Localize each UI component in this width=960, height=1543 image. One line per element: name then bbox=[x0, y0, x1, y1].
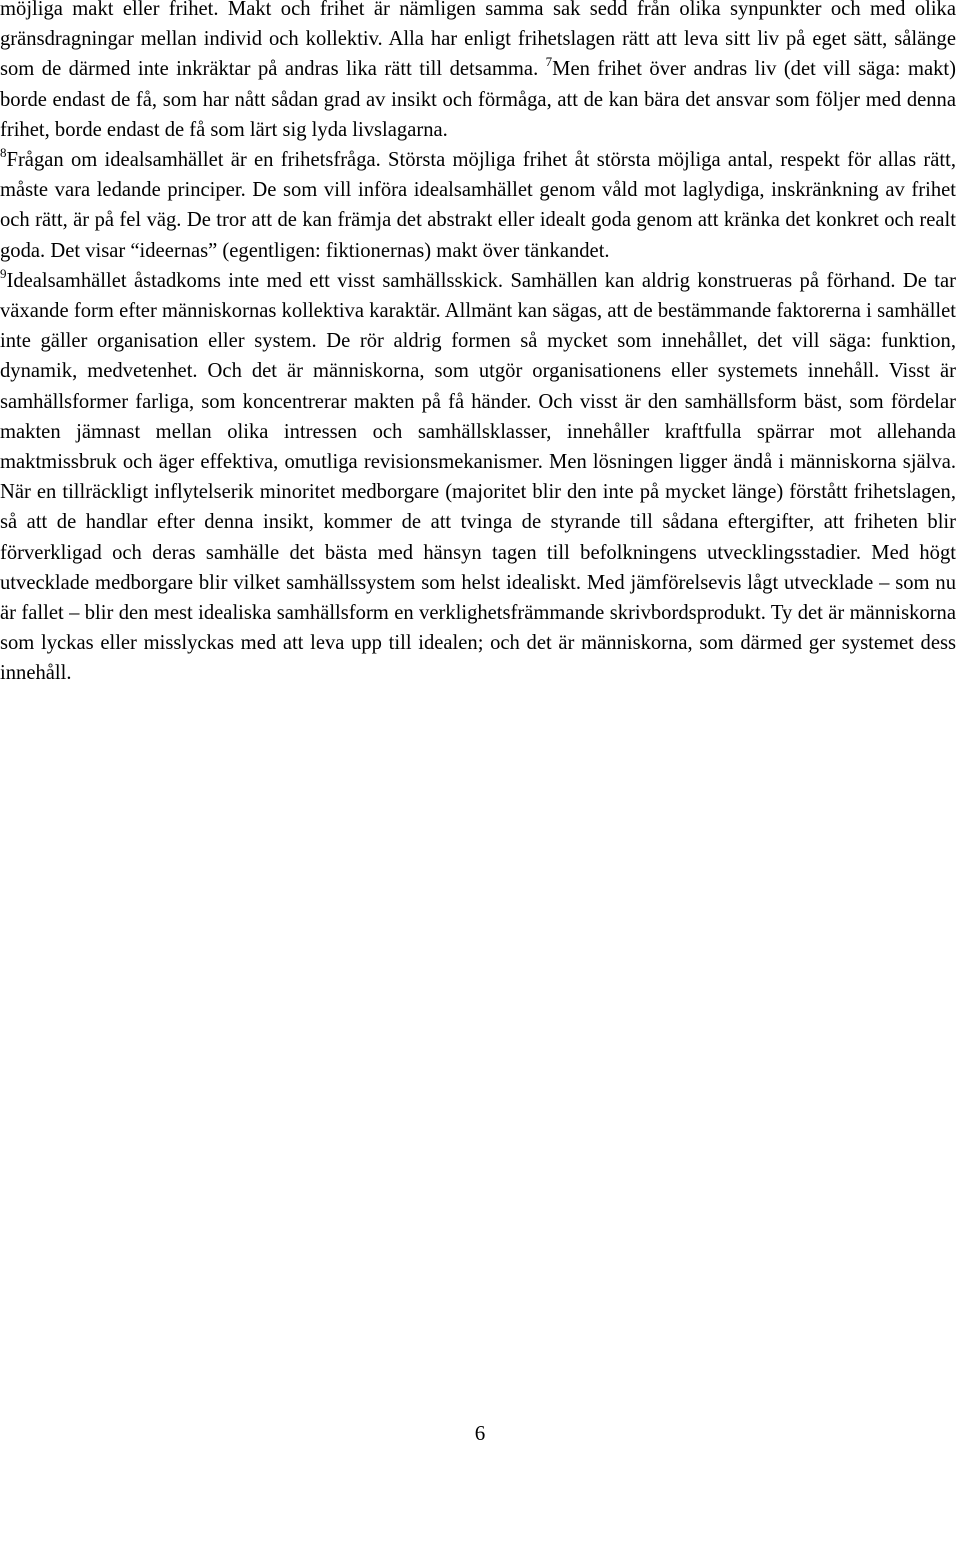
continuation-text: möjliga makt eller frihet. Makt och frihet är nämligen samma sak sedd från olika synpunkter och med olika gränsdragningar mellan individ och kollektiv. Alla har enligt frihetslagen rätt att leva sitt liv på eget sätt, sålänge som de därmed inte inkräktar på andras lika rätt till detsamma. bbox=[0, 0, 956, 81]
page-number: 6 bbox=[474, 1421, 486, 1445]
paragraph-number: 8 bbox=[0, 145, 7, 161]
paragraph-number: 9 bbox=[0, 265, 7, 281]
paragraph-text: Idealsamhället åstadkoms inte med ett visst samhällsskick. Samhällen kan aldrig konstrueras på förhand. De tar växande form efter människornas kollektiva karaktär. Allmänt kan sägas, att de bestämmande faktorerna i samhället inte gäller organisation eller system. De rör aldrig formen så mycket som innehållet, det vill säga: funktion, dynamik, medvetenhet. Och det är människorna, som utgör organisationens eller systemets innehåll. Visst är samhällsformer farliga, som koncentrerar makten på få händer. Och visst är den samhällsform bäst, som fördelar makten jämnast mellan olika intressen och samhällsklasser, innehåller kraftfulla spärrar mot allehanda maktmissbruk och äger effektiva, omutliga revisionsmekanismer. Men lösningen ligger ändå i människorna själva. När en tillräckligt inflytelserik minoritet medborgare (majoritet blir den inte på mycket länge) förstått frihetslagen, så att de handlar efter denna insikt, kommer de att tvinga de styrande till sådana eftergifter, att friheten blir förverkligad och deras samhälle det bästa med hänsyn tagen till befolkningens utvecklingsstadier. Med högt utvecklade medborgare blir vilket samhällssystem som helst idealiskt. Med jämförelsevis lågt utvecklade – som nu är fallet – blir den mest idealiska samhällsform en verklighetsfrämmande skrivbordsprodukt. Ty det är människorna som lyckas eller misslyckas med att leva upp till idealen; och det är människorna, som därmed ger systemet dess innehåll. bbox=[0, 269, 956, 685]
document-body bbox=[0, 0, 956, 689]
paragraph-text: Men frihet över andras liv (det vill säga: makt) borde endast de få, som har nått sådan grad av insikt och förmåga, att de kan bära det ansvar som följer med denna frihet, borde endast de få som lärt sig lyda livslagarna. bbox=[0, 58, 956, 141]
paragraph-continuation bbox=[0, 0, 956, 145]
paragraph-8 bbox=[0, 145, 956, 266]
paragraph-text: Frågan om idealsamhället är en frihetsfråga. Största möjliga frihet åt största möjliga antal, respekt för allas rätt, måste vara ledande principer. De som vill införa idealsamhället genom våld mot laglydiga, inskränkning av frihet och rätt, är på fel väg. De tror att de kan främja det abstrakt eller idealt goda genom att kränka det konkret och realt goda. Det visar “ideernas” (egentligen: fiktionernas) makt över tänkandet. bbox=[0, 149, 956, 262]
paragraph-number: 7 bbox=[545, 54, 553, 70]
paragraph-9 bbox=[0, 266, 956, 689]
